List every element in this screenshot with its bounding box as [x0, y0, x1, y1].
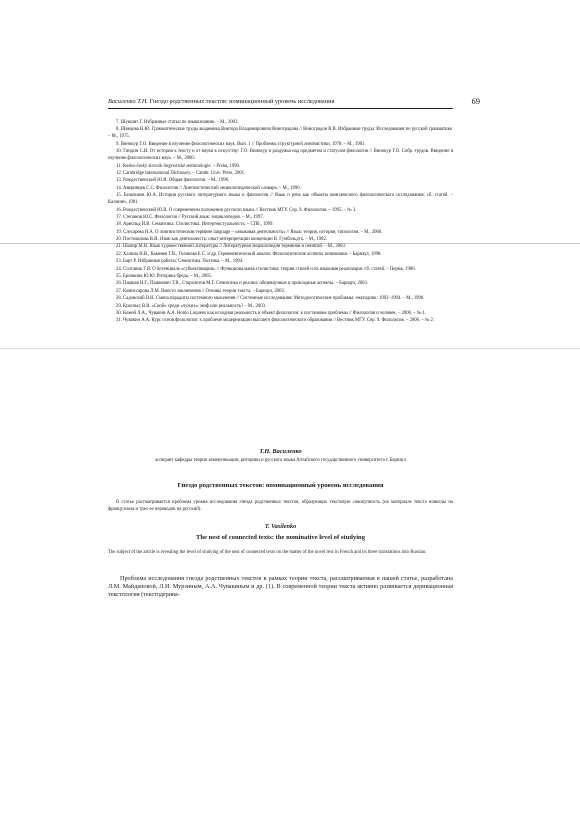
running-header-title: Гнездо родственных текстов: номинационный уровень исследования [149, 98, 335, 105]
journal-page [108, 96, 480, 722]
article-body-paragraph: Проблема исследования гнезда родственных текстов в рамках теории текста, рассматриваемая в нашей статье, разработана Л.М. Майдановой, Л.И. Мурзиным, А.А. Чувакиным и др. (1). В современной теории текста активно развивается деривационная текстология (текстодерива- [108, 575, 453, 599]
page-number: 69 [471, 96, 480, 106]
reference-item: 31. Чувакин А.А. Курс основ филологии: к проблеме модернизации высшего филологического образования // Вестник МГУ. Сер. 9. Филология. – 2006. – № 2. [116, 318, 435, 324]
reference-item: 26. Пашкая Н.Г., Пашкевич Т.В., Старолетов М.Г. Семиотика и реалии: общенаучные и прикладные аспекты. – Барнаул, 2003. [116, 281, 369, 287]
running-header [108, 96, 480, 112]
abstract-ru: В статье рассматривается проблема уровня исследования гнезда родственных текстов, образующих текстовую совокупность (на материале текста новеллы на французском и трех ее переводов на русский). [108, 500, 453, 512]
reference-item: 19. Слесарева Н.А. О лингвистическом термине language – «языковая деятельность» // Язык: теория, история, типология. – М., 2000. [116, 229, 383, 235]
reference-item: 11. Rusko-český slovník lingvistické terminologie. – Praha, 1990. [116, 163, 240, 169]
scan-fold-line [0, 348, 580, 349]
author-affiliation: аспирант кафедры теории коммуникации, риторики и русского языка Алтайского государственного университета г. Барнаул [155, 458, 406, 463]
reference-item: 17. Степанов Ю.С. Филология // Русский язык: энциклопедия. – М., 1997. [116, 214, 264, 220]
reference-item: 10. Гиндин С.И. От истории к тексту и от науки к искусству: Г.О. Винокур и раздумья над предметом и статусом филологии // Винокур Г.О. Собр. трудов. Введение в изучение филологических наук. – М., 2000. [108, 149, 453, 162]
reference-list [108, 119, 453, 325]
reference-item: 18. Арнольд И.В. Семантика. Стилистика. Интертекстуальность. – СПб., 1999. [116, 222, 274, 228]
reference-item: 30. Кожей Л.А., Чувакин А.А. Homo Loquens как исходная реальность и объект филологии: к постановке проблемы // Филология и человек. – 2006. – № 1. [116, 310, 427, 316]
reference-item: 25. Бронкина Ю.Ю. Риторика бреда. – М., 2005. [116, 274, 213, 280]
reference-item: 9. Винокур Г.О. Введение в изучение филологических наук. Вып. 1 // Проблемы структурной лингвистики, 1978. – М., 1981. [116, 141, 366, 147]
header-rule [108, 108, 453, 109]
reference-item: 14. Аверинцев С.С. Филология // Лингвистический энциклопедический словарь. – М., 1990. [116, 185, 301, 191]
reference-item: 22. Халина Н.В., Камеяев Т.В., Голикова Е.С. и др. Герменевтический анализ: Филологические аспекты понимания. – Барнаул, 1998. [116, 251, 382, 257]
reference-item: 28. Садовский В.Н. Смена парадигм системного мышления // Системные исследования: Методологические проблемы: ежегодник: 1992–1994. – М., 1996. [116, 296, 425, 302]
running-header-author: Василенко Т.Н. [108, 98, 148, 105]
author-name-ru: Т.Н. Василенко [259, 448, 302, 455]
reference-item: 8. Шведова Н.Ю. Грамматические труды академика Виктора Владимировича Виноградова // Виноградов В.В. Избранные труды: Исследования по русской грамматике. – М., 1975. [108, 127, 453, 140]
reference-item: 21. Шапир М.И. Язык художественной литературы // Литературная энциклопедия терминов и понятий. – М., 2003. [116, 244, 347, 250]
reference-item: 23. Барт Р. Избранные работы: Семиотика. Поэтика. – М., 1994. [116, 259, 244, 265]
reference-item: 27. Комиссарова Л.М. Вместо заключения // Основы теории текста. – Барнаул, 2003. [116, 288, 285, 294]
reference-item: 15. Бельчиков Ю.А. История русского литературного языка и филология // Язык и речь как объекты комплексного филологического исследования: сб. статей. – Калинин, 1981. [108, 193, 453, 206]
article-title-en: The nest of connected texts: the nominative level of studying [195, 534, 366, 541]
article-title-ru: Гнездо родственных текстов: номинационный уровень исследования [177, 482, 384, 489]
abstract-en: The subject of the article is revealing the level of studying of the nest of connected texts on the matter of the novel text in French and its three translations into Russian. [108, 550, 427, 555]
reference-item: 16. Рождественский Ю.В. О современном положении русского языка // Вестник МГУ. Сер. 9. Филология. – 1995. – № 3. [116, 207, 357, 213]
reference-item: 12. Cambridge International Dictionary. – Cambr. Univ. Press, 2001. [116, 170, 246, 176]
author-name-en: T. Vasilenko [264, 523, 297, 530]
reference-item: 13. Рождественский Ю.В. Общая филология. – М., 1996. [116, 178, 230, 184]
reference-item: 24. Солганик Г.Я. О потенциале «субъективации» // Функциональная стилистика: теория стилей и их языковая реализация: сб. статей. – Пермь, 1986. [116, 266, 416, 272]
reference-item: 7. Шукшит Г. Избранные статьи по языкознанию. – М., 2003. [116, 120, 239, 125]
reference-item: 20. Постовалова В.И. Язык как деятельность: опыт интерпретации концепции В. Гумбольдта. – М., 1982. [116, 237, 328, 243]
running-header-text [108, 98, 334, 105]
reference-item: 29. Красных В.В. «Свой» среди «чужих»: миф или реальность? – М., 2003. [116, 303, 267, 309]
